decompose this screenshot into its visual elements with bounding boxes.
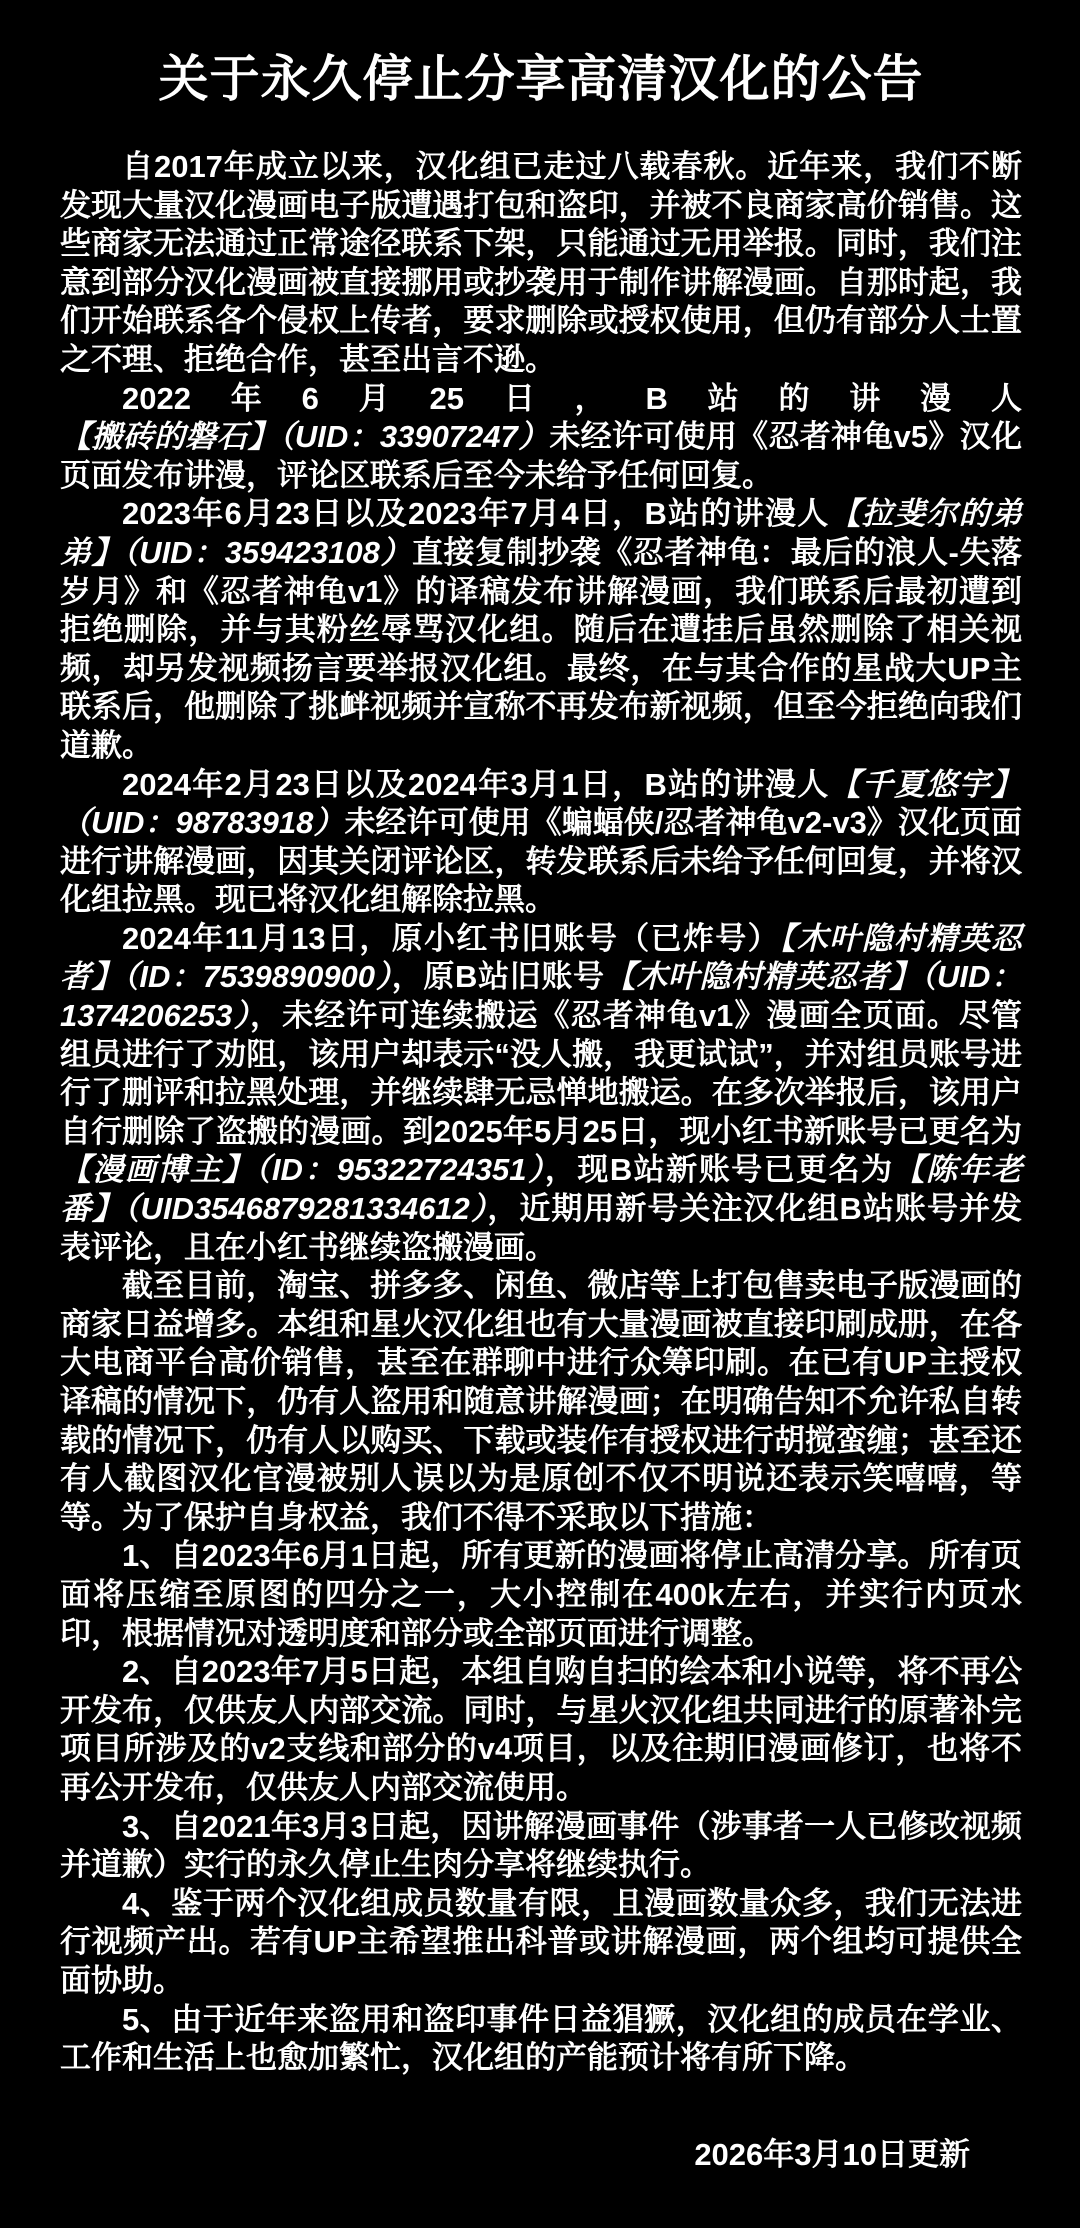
paragraph: [60, 1653, 1022, 1807]
text-segment: 自2017年成立以来，汉化组已走过八载春秋。近年来，我们不断发现大量汉化漫画电子版遭遇打包和盗印，并被不良商家高价销售。这些商家无法通过正常途径联系下架，只能通过无用举报。同时，我们注意到部分汉化漫画被直接挪用或抄袭用于制作讲解漫画。自那时起，我们开始联系各个侵权上传者，要求删除或授权使用，但仍有部分人士置之不理、拒绝合作，甚至出言不逊。: [60, 149, 1022, 377]
text-segment: 直接复制抄袭《忍者神龟：最后的浪人-失落岁月》和《忍者神龟v1》的译稿发布讲解漫画，我们联系后最初遭到拒绝删除，并与其粉丝辱骂汉化组。随后在遭挂后虽然删除了相关视频，却另发视频扬言要举报汉化组。最终，在与其合作的星战大UP主联系后，他删除了挑衅视频并宣称不再发布新视频，但至今拒绝向我们道歉。: [60, 534, 1022, 763]
paragraph: [60, 380, 1022, 496]
page-title: 关于永久停止分享高清汉化的公告: [158, 51, 924, 107]
text-segment: 3、自2021年3月3日起，因讲解漫画事件（涉事者一人已修改视频并道歉）实行的永久停止生肉分享将继续执行。: [60, 1808, 1022, 1883]
paragraph: [60, 1808, 1022, 1885]
text-segment: 4、鉴于两个汉化组成员数量有限，且漫画数量众多，我们无法进行视频产出。若有UP主希望推出科普或讲解漫画，两个组均可提供全面协助。: [60, 1885, 1022, 1998]
text-segment: 2024年2月23日以及2024年3月1日，B站的讲漫人: [122, 766, 830, 802]
highlighted-account-name: 【千夏悠宇】（UID：98783918）: [60, 766, 1023, 841]
paragraph: [60, 495, 1022, 765]
text-segment: ，现B站新账号已更名为: [544, 1152, 894, 1188]
text-segment: 2022年6月25日，B站的讲漫人: [122, 380, 1022, 416]
text-segment: ，近期用新号关注汉化组B站账号并发表评论，且在小红书继续盗搬漫画。: [60, 1191, 1022, 1265]
paragraph: [60, 2001, 1022, 2078]
text-segment: 5、由于近年来盗用和盗印事件日益猖獗，汉化组的成员在学业、工作和生活上也愈加繁忙，汉化组的产能预计将有所下降。: [60, 2001, 1022, 2076]
paragraph: [60, 920, 1022, 1267]
paragraph: [60, 1267, 1022, 1537]
text-segment: 未经许可使用《蝙蝠侠/忍者神龟v2-v3》汉化页面进行讲解漫画，因其关闭评论区，转发联系后未给予任何回复，并将汉化组拉黑。现已将汉化组解除拉黑。: [60, 805, 1022, 918]
highlighted-account-name: 【木叶隐村精英忍者】（UID：1374206253）: [60, 959, 1022, 1034]
highlighted-account-name: 【拉斐尔的弟弟】（UID：359423108）: [60, 496, 1023, 570]
text-segment: ，未经许可连续搬运《忍者神龟v1》漫画全页面。尽管组员进行了劝阻，该用户却表示“没人搬，我更试试”，并对组员账号进行了删评和拉黑处理，并继续肆无忌惮地搬运。在多次举报后，该用户自行删除了盗搬的漫画。到2025年5月25日，现小红书新账号已更名为: [60, 998, 1022, 1149]
update-date: 2026年3月10日更新: [694, 2136, 970, 2172]
text-segment: ，原B站旧账号: [391, 959, 605, 995]
paragraph: [60, 1537, 1022, 1653]
text-segment: 截至目前，淘宝、拼多多、闲鱼、微店等上打包售卖电子版漫画的商家日益增多。本组和星火汉化组也有大量漫画被直接印刷成册，在各大电商平台高价销售，甚至在群聊中进行众筹印刷。在已有UP主授权译稿的情况下，仍有人盗用和随意讲解漫画；在明确告知不允许私自转载的情况下，仍有人以购买、下载或装作有授权进行胡搅蛮缠；甚至还有人截图汉化官漫被别人误以为是原创不仅不明说还表示笑嘻嘻，等等。为了保护自身权益，我们不得不采取以下措施：: [60, 1268, 1022, 1535]
text-segment: 2、自2023年7月5日起，本组自购自扫的绘本和小说等，将不再公开发布，仅供友人内部交流。同时，与星火汉化组共同进行的原著补完项目所涉及的v2支线和部分的v4项目，以及往期旧漫画修订，也将不再公开发布，仅供友人内部交流使用。: [60, 1654, 1022, 1805]
text-segment: 2024年11月13日，原小红书旧账号（已炸号）: [122, 920, 780, 956]
highlighted-account-name: 【漫画博主】（ID：95322724351）: [60, 1152, 545, 1188]
highlighted-account-name: 【木叶隐村精英忍者】（ID：7539890900）: [60, 920, 1022, 995]
highlighted-account-name: 【搬砖的磐石】（UID：33907247）: [60, 419, 550, 455]
paragraph: [60, 766, 1022, 920]
announcement-body: [60, 148, 1022, 2078]
highlighted-account-name: 【陈年老番】（UID3546879281334612）: [60, 1152, 1023, 1227]
paragraph: [60, 148, 1022, 380]
text-segment: 未经许可使用《忍者神龟v5》汉化页面发布讲漫，评论区联系后至今未给予任何回复。: [60, 419, 1023, 493]
paragraph: [60, 1885, 1022, 2001]
text-segment: 2023年6月23日以及2023年7月4日，B站的讲漫人: [122, 496, 830, 532]
text-segment: 1、自2023年6月1日起，所有更新的漫画将停止高清分享。所有页面将压缩至原图的四分之一，大小控制在400k左右，并实行内页水印，根据情况对透明度和部分或全部页面进行调整。: [60, 1538, 1022, 1651]
